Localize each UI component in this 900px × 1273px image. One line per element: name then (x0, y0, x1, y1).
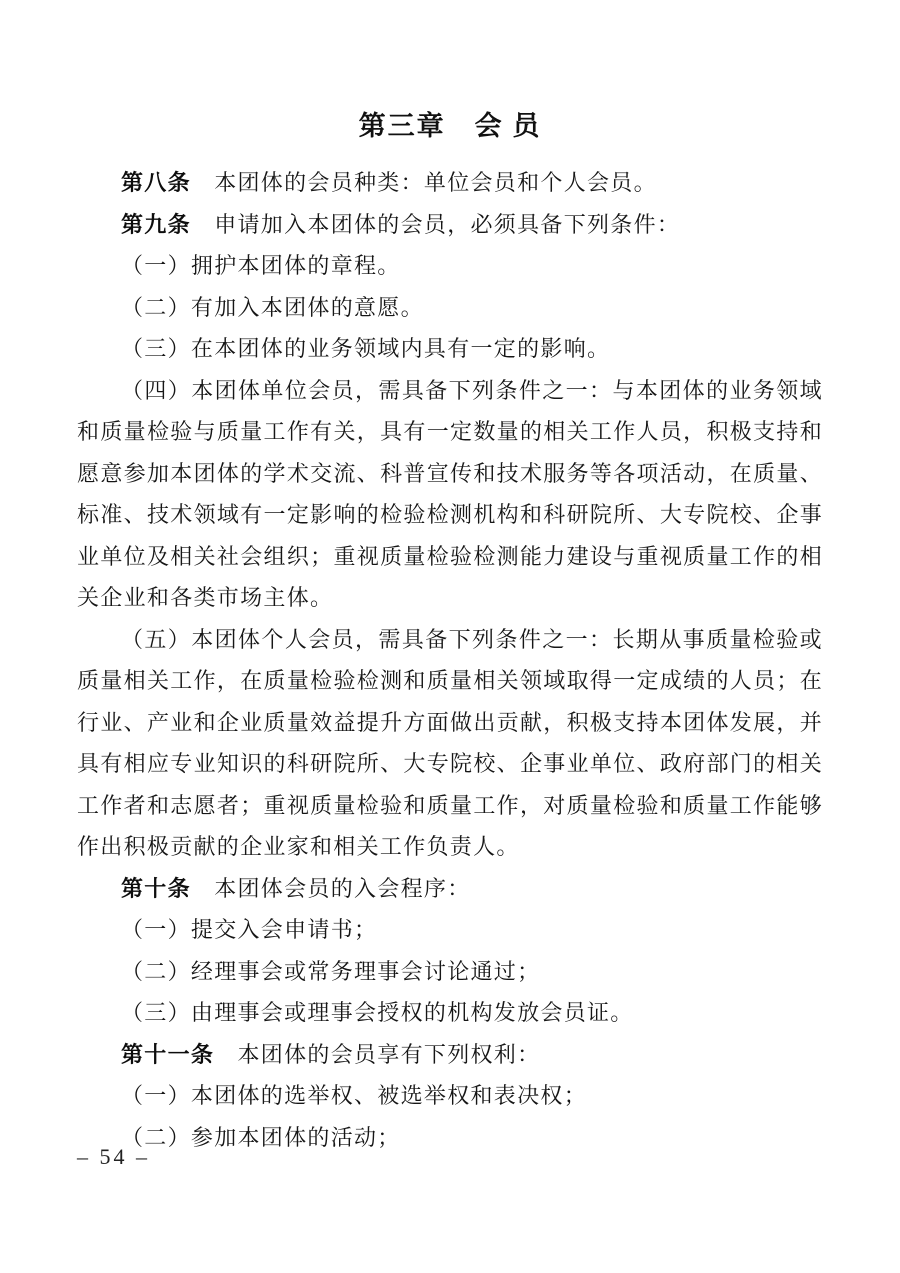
article-9-number: 第九条 (121, 211, 191, 237)
paragraph-item-5 (77, 619, 823, 868)
paragraph-right-1 (77, 1075, 823, 1117)
paragraph-item-3 (77, 328, 823, 370)
paragraph-article-11 (77, 1034, 823, 1076)
article-8-number: 第八条 (121, 170, 191, 195)
paragraph-item-4 (77, 370, 823, 619)
item-1-text: （一）拥护本团体的章程。 (121, 253, 401, 278)
procedure-1-text: （一）提交入会申请书； (121, 917, 378, 942)
article-10-number: 第十条 (121, 875, 191, 901)
article-8-text: 本团体的会员种类：单位会员和个人会员。 (190, 170, 657, 195)
chapter-title: 第三章 会 员 (358, 111, 542, 141)
item-4-text: （四）本团体单位会员，需具备下列条件之一：与本团体的业务领域和质量检验与质量工作有关，具有一定数量的相关工作人员，积极支持和愿意参加本团体的学术交流、科普宣传和技术服务等各项活动，在质量、标准、技术领域有一定影响的检验检测机构和科研院所、大专院校、企事业单位及相关社会组织；重视质量检验检测能力建设与重视质量工作的相关企业和各类市场主体。 (77, 377, 823, 610)
paragraph-article-8 (77, 162, 823, 204)
right-1-text: （一）本团体的选举权、被选举权和表决权； (121, 1083, 588, 1108)
article-9-text: 申请加入本团体的会员，必须具备下列条件： (190, 211, 681, 237)
right-2-text: （二）参加本团体的活动； (121, 1124, 401, 1150)
paragraph-procedure-1 (77, 909, 823, 951)
procedure-2-text: （二）经理事会或常务理事会讨论通过； (121, 958, 541, 984)
page-number: – 54 – (77, 1144, 150, 1169)
paragraph-right-2 (77, 1117, 823, 1159)
paragraph-item-2 (77, 287, 823, 329)
item-2-text: （二）有加入本团体的意愿。 (121, 294, 424, 320)
item-5-text: （五）本团体个人会员，需具备下列条件之一：长期从事质量检验或质量相关工作，在质量检验检测和质量相关领域取得一定成绩的人员；在行业、产业和企业质量效益提升方面做出贡献，积极支持本团体发展，并具有相应专业知识的科研院所、大专院校、企事业单位、政府部门的相关工作者和志愿者；重视质量检验和质量工作，对质量检验和质量工作能够作出积极贡献的企业家和相关工作负责人。 (77, 626, 823, 859)
procedure-3-text: （三）由理事会或理事会授权的机构发放会员证。 (121, 1000, 634, 1025)
article-10-text: 本团体会员的入会程序： (190, 875, 471, 901)
document-body (77, 162, 823, 1158)
paragraph-procedure-2 (77, 951, 823, 993)
item-3-text: （三）在本团体的业务领域内具有一定的影响。 (121, 336, 611, 361)
paragraph-article-9 (77, 204, 823, 246)
article-11-number: 第十一条 (121, 1041, 215, 1067)
paragraph-item-1 (77, 245, 823, 287)
article-11-text: 本团体的会员享有下列权利： (214, 1041, 541, 1067)
paragraph-article-10 (77, 868, 823, 910)
paragraph-procedure-3 (77, 992, 823, 1034)
